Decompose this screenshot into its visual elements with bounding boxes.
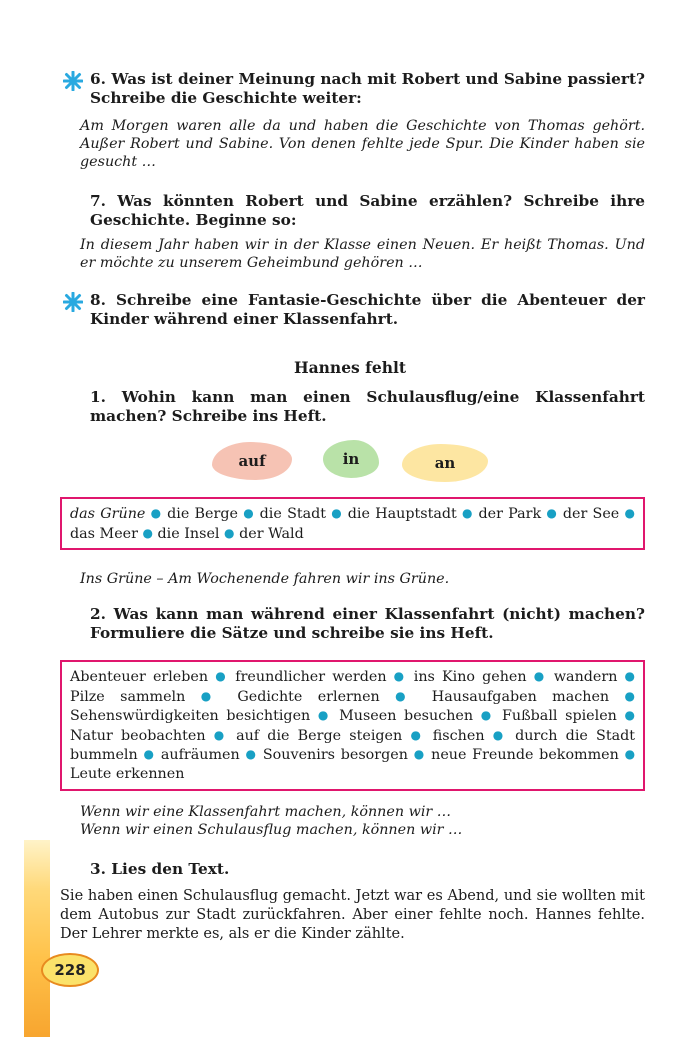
bullet-icon: ● <box>624 506 636 520</box>
bullet-icon: ● <box>410 727 425 742</box>
word-box-places <box>60 497 645 550</box>
word-item: Gedichte erlernen <box>237 688 380 705</box>
bullet-icon: ● <box>142 525 153 540</box>
section-task-2-example-1: Wenn wir eine Klassenfahrt machen, können wir … <box>80 804 452 820</box>
bullet-icon: ● <box>492 727 507 742</box>
preposition-an: an <box>402 444 488 482</box>
word-item: die Hauptstadt <box>347 506 457 522</box>
word-item: Hausaufgaben machen <box>431 688 610 705</box>
task-6-example: Am Morgen waren alle da und haben die Geschichte von Thomas gehört. Außer Robert und Sabine. Von denen fehlte jede Spur. Die Kinder haben sie gesucht … <box>80 118 645 170</box>
bullet-icon: ● <box>413 747 426 762</box>
bullet-icon: ● <box>245 747 258 762</box>
word-item: Fußball spielen <box>501 708 617 725</box>
word-item: die Berge <box>167 506 238 522</box>
preposition-in: in <box>323 440 379 478</box>
bullet-icon: ● <box>393 669 407 683</box>
word-item: Abenteuer erleben <box>70 669 209 685</box>
word-item: aufräumen <box>160 747 240 764</box>
bullet-icon: ● <box>331 506 343 520</box>
bullet-icon: ● <box>200 688 222 703</box>
word-item: Sehenswürdigkeiten besichtigen <box>70 708 311 725</box>
bullet-icon: ● <box>533 669 547 683</box>
bullet-icon: ● <box>624 669 636 683</box>
word-item: Museen besuchen <box>339 708 474 725</box>
word-item: der Park <box>478 506 542 522</box>
bullet-icon: ● <box>213 727 228 742</box>
section-task-2-example-2: Wenn wir einen Schulausflug machen, können wir … <box>80 822 463 838</box>
word-item: der See <box>562 506 620 522</box>
word-item: die Stadt <box>259 506 327 522</box>
word-box-activities <box>60 660 645 791</box>
bullet-icon: ● <box>395 688 417 703</box>
preposition-auf: auf <box>212 442 292 480</box>
word-item: Souvenirs besorgen <box>262 747 408 764</box>
word-item: neue Freunde bekommen <box>431 747 619 764</box>
word-item: auf die Berge steigen <box>236 727 403 744</box>
task-7-heading: 7. Was könnten Robert und Sabine erzählen? Schreibe ihre Geschichte. Beginne so: <box>90 192 645 229</box>
bullet-icon: ● <box>150 506 162 520</box>
task-8-heading: 8. Schreibe eine Fantasie-Geschichte über die Abenteuer der Kinder während einer Klassenfahrt. <box>90 291 645 328</box>
word-item: Leute erkennen <box>70 765 185 782</box>
bullet-icon: ● <box>624 708 635 723</box>
word-item: durch die Stadt bummeln <box>70 727 636 764</box>
star-icon <box>63 71 83 91</box>
word-item: die Insel <box>157 525 220 542</box>
bullet-icon: ● <box>215 669 229 683</box>
bullet-icon: ● <box>624 747 636 762</box>
section-task-3-heading: 3. Lies den Text. <box>90 860 230 878</box>
word-item: wandern <box>553 669 618 685</box>
word-item: der Wald <box>239 525 304 542</box>
bullet-icon: ● <box>224 525 235 540</box>
section-task-1-example: Ins Grüne – Am Wochenende fahren wir ins Grüne. <box>80 571 450 587</box>
section-task-2-heading: 2. Was kann man während einer Klassenfahrt (nicht) machen? Formuliere die Sätze und schreibe sie ins Heft. <box>90 605 645 642</box>
word-item: fischen <box>432 727 485 744</box>
word-item: das Grüne <box>70 506 146 522</box>
task-6-heading: 6. Was ist deiner Meinung nach mit Robert und Sabine passiert? Schreibe die Geschichte weiter: <box>90 70 645 107</box>
reading-paragraph: Sie haben einen Schulausflug gemacht. Jetzt war es Abend, und sie wollten mit dem Autobus zur Stadt zurückfahren. Aber einer fehlte noch. Hannes fehlte. Der Lehrer merkte es, als er die Kinder zählte. <box>60 888 645 942</box>
bullet-icon: ● <box>546 506 558 520</box>
word-item: Pilze sammeln <box>70 688 186 705</box>
page-edge-strip <box>24 840 50 1037</box>
bullet-icon: ● <box>480 708 495 723</box>
bullet-icon: ● <box>462 506 474 520</box>
word-item: das Meer <box>70 525 138 542</box>
section-task-1-heading: 1. Wohin kann man einen Schulausflug/eine Klassenfahrt machen? Schreibe ins Heft. <box>90 388 645 425</box>
word-item: ins Kino gehen <box>413 669 527 685</box>
bullet-icon: ● <box>143 747 156 762</box>
bullet-icon: ● <box>317 708 332 723</box>
star-icon <box>63 292 83 312</box>
word-item: freundlicher werden <box>235 669 387 685</box>
bullet-icon: ● <box>243 506 255 520</box>
section-title: Hannes fehlt <box>293 358 407 377</box>
task-7-example: In diesem Jahr haben wir in der Klasse einen Neuen. Er heißt Thomas. Und er möchte zu unserem Geheimbund gehören … <box>80 237 645 271</box>
page-number: 228 <box>41 953 99 987</box>
bullet-icon: ● <box>624 688 635 703</box>
word-item: Natur beobachten <box>70 727 206 744</box>
